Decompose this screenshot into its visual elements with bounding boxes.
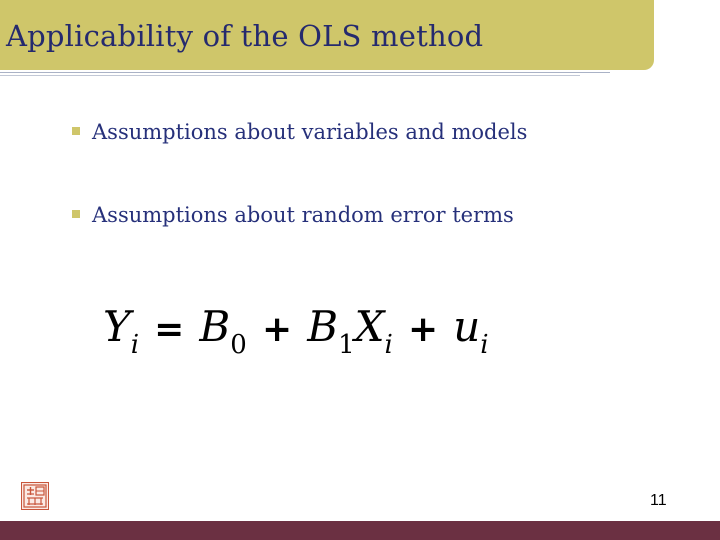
seal-logo-icon [21,482,49,510]
equation-u: u [453,302,481,351]
slide-title: Applicability of the OLS method [6,19,484,53]
equation-u-subscript: i [480,330,489,360]
bullet-item [72,118,527,146]
equation-y-subscript: i [130,330,140,360]
equation-plus: + [261,309,293,350]
equation-plus: + [407,309,439,350]
title-bar [0,0,654,70]
equation-y: Y [103,302,131,351]
equation-b0-subscript: 0 [230,330,247,360]
bullet-item [72,201,527,229]
equation-b1-subscript: 1 [338,330,355,360]
equation-b0: B [199,302,231,351]
regression-equation [103,302,489,362]
footer-bar [0,521,720,540]
bullet-text: Assumptions about variables and models [92,120,528,144]
title-divider [0,72,610,73]
square-bullet-icon [72,127,80,135]
square-bullet-icon [72,210,80,218]
bullet-list [72,118,527,229]
title-divider-secondary [0,75,580,76]
bullet-text: Assumptions about random error terms [92,203,514,227]
seal-glyph [22,483,48,509]
slide-number: 11 [650,492,667,509]
equation-x: X [354,302,385,351]
equation-x-subscript: i [384,330,393,360]
equation-b1: B [307,302,339,351]
equation-equals: = [154,309,185,350]
